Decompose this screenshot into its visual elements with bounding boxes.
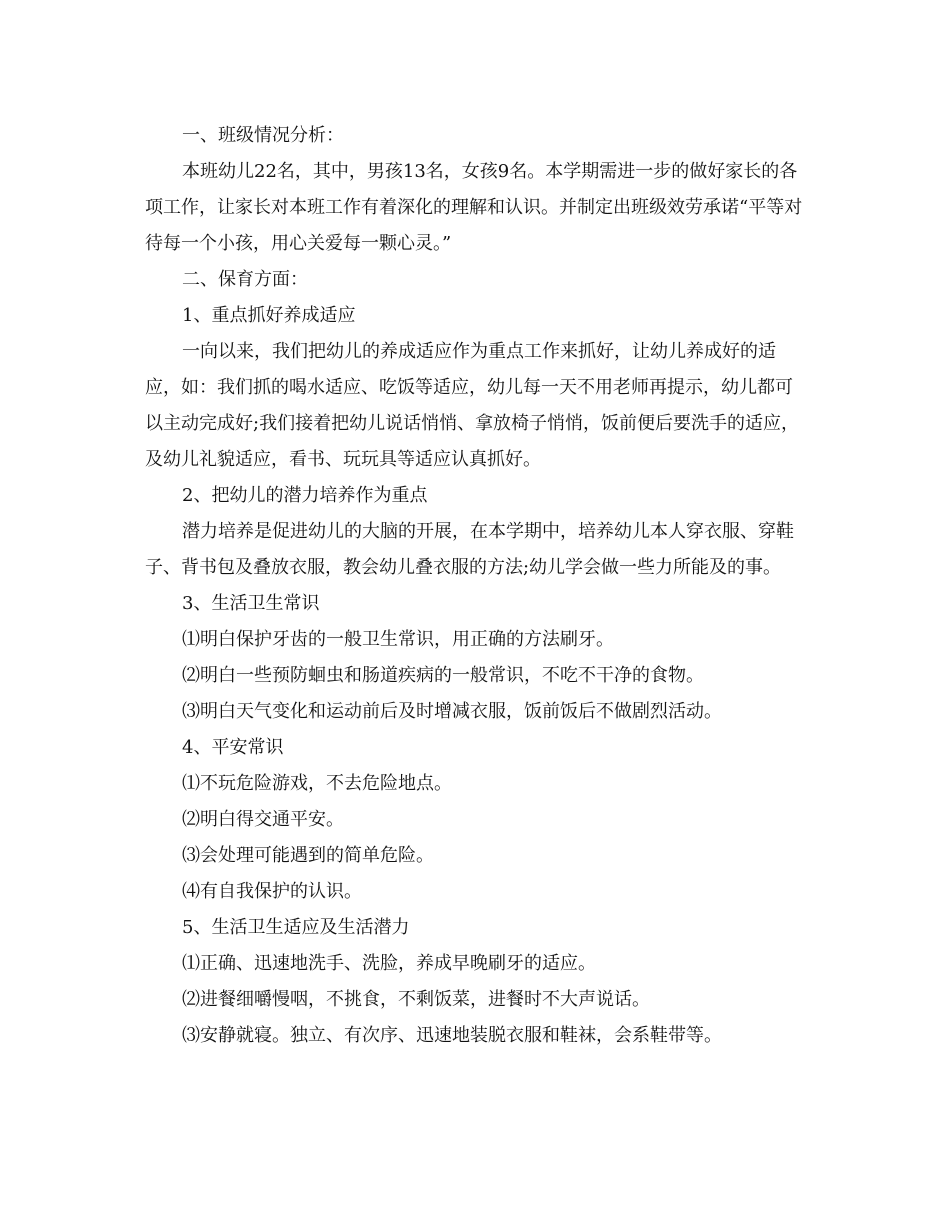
list-item: ⑶明白天气变化和运动前后及时增减衣服，饭前饭后不做剧烈活动。 <box>182 701 722 722</box>
list-item: ⑴正确、迅速地洗手、洗脸，养成早晚刷牙的适应。 <box>182 953 596 974</box>
list-item: ⑴明白保护牙齿的一般卫生常识，用正确的方法刷牙。 <box>182 629 614 650</box>
subheading-safety: 4、平安常识 <box>182 737 284 758</box>
list-item: ⑴不玩危险游戏，不去危险地点。 <box>182 773 452 794</box>
document-body <box>145 118 805 1054</box>
list-item: ⑵明白得交通平安。 <box>182 809 344 830</box>
section-heading-class-analysis: 一、班级情况分析： <box>182 125 344 146</box>
paragraph-habits: 一向以来，我们把幼儿的养成适应作为重点工作来抓好，让幼儿养成好的适应，如：我们抓的喝水适应、吃饭等适应，幼儿每一天不用老师再提示，幼儿都可以主动完成好;我们接着把幼儿说话悄悄、拿放椅子悄悄，饭前便后要洗手的适应，及幼儿礼貌适应，看书、玩玩具等适应认真抓好。 <box>145 341 800 470</box>
section-heading-care: 二、保育方面： <box>182 269 308 290</box>
subheading-daily-living: 5、生活卫生适应及生活潜力 <box>182 917 410 938</box>
list-item: ⑶会处理可能遇到的简单危险。 <box>182 845 434 866</box>
subheading-habits: 1、重点抓好养成适应 <box>182 305 356 326</box>
list-item: ⑵明白一些预防蛔虫和肠道疾病的一般常识，不吃不干净的食物。 <box>182 665 704 686</box>
list-item: ⑶安静就寝。独立、有次序、迅速地装脱衣服和鞋袜，会系鞋带等。 <box>182 1025 722 1046</box>
paragraph-class-overview: 本班幼儿22名，其中，男孩13名，女孩9名。本学期需进一步的做好家长的各项工作，让家长对本班工作有着深化的理解和认识。并制定出班级效劳承诺“平等对待每一个小孩，用心关爱每一颗心灵。” <box>145 161 803 254</box>
paragraph-ability: 潜力培养是促进幼儿的大脑的开展，在本学期中，培养幼儿本人穿衣服、穿鞋子、背书包及叠放衣服，教会幼儿叠衣服的方法;幼儿学会做一些力所能及的事。 <box>145 521 794 578</box>
subheading-hygiene: 3、生活卫生常识 <box>182 593 320 614</box>
list-item: ⑷有自我保护的认识。 <box>182 881 362 902</box>
list-item: ⑵进餐细嚼慢咽，不挑食，不剩饭菜，进餐时不大声说话。 <box>182 989 650 1010</box>
subheading-ability: 2、把幼儿的潜力培养作为重点 <box>182 485 428 506</box>
